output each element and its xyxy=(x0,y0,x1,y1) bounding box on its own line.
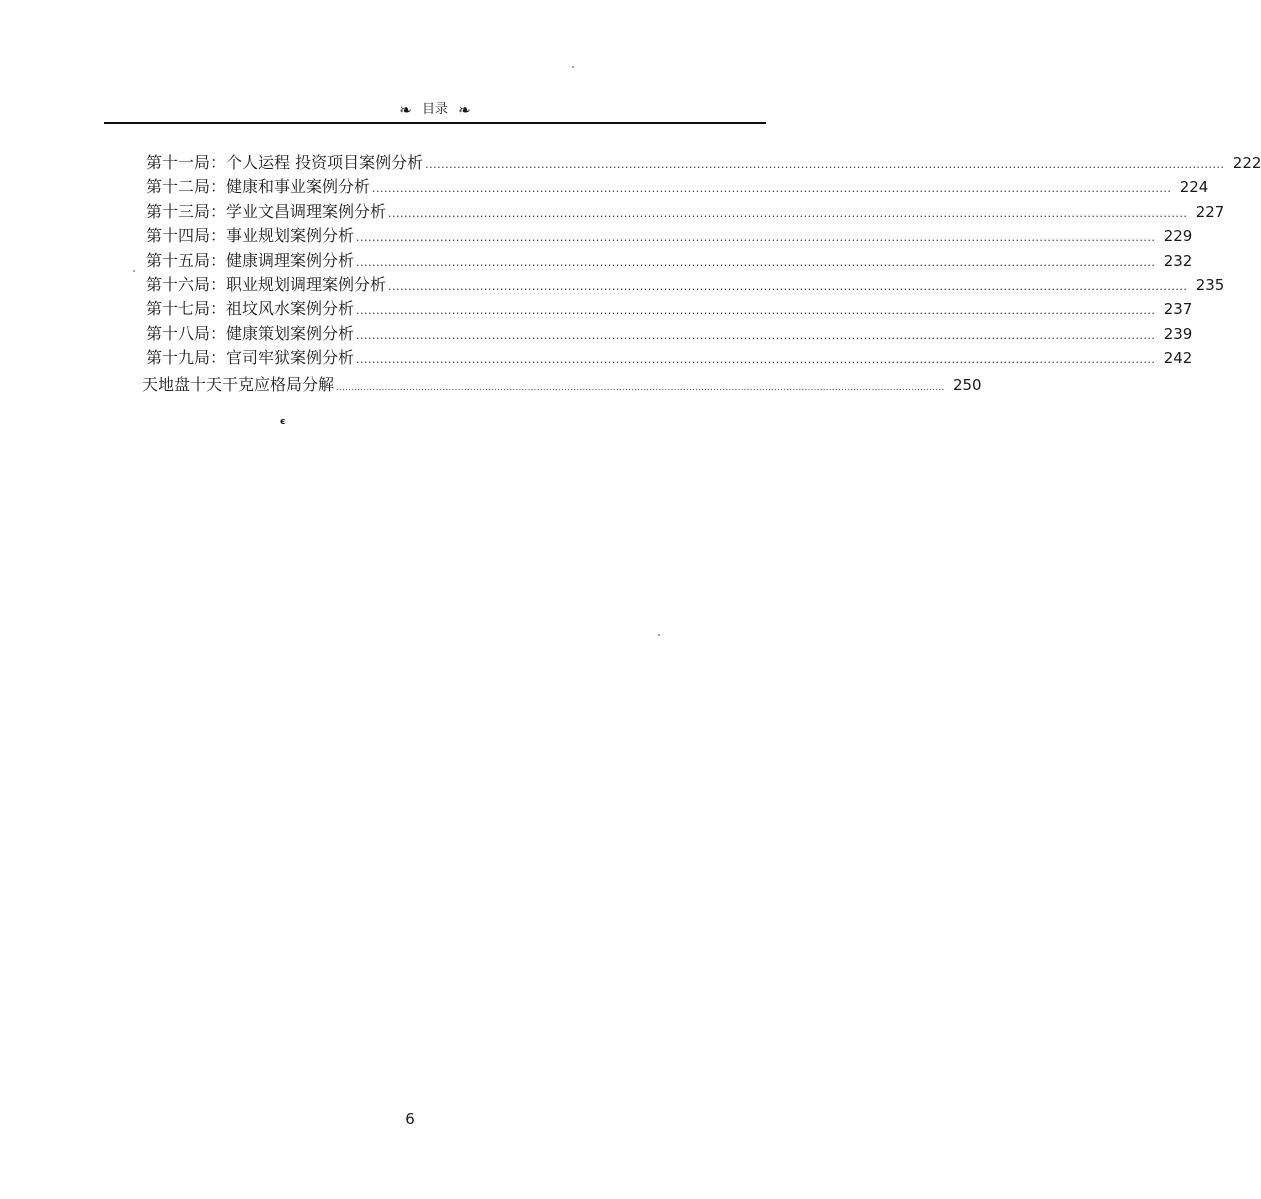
scan-speck xyxy=(572,66,574,68)
toc-entry-label: 天地盘十天干克应格局分解 xyxy=(142,374,335,394)
scan-speck xyxy=(133,270,135,272)
leader-dots: ........................................................................................................................................................................................................ xyxy=(356,353,1156,367)
toc-entry-page: 239 xyxy=(1163,324,1193,343)
toc-entry-label: 第十六局：职业规划调理案例分析 xyxy=(146,274,387,294)
header-rule xyxy=(104,122,766,124)
toc-entry-label: 第十五局：健康调理案例分析 xyxy=(146,250,355,270)
toc-entry-page: 224 xyxy=(1179,178,1209,197)
toc-entry-page: 227 xyxy=(1195,202,1225,221)
leader-dots: ........................................................................................................................................................................................................ xyxy=(388,206,1188,220)
leader-dots: ........................................................................................................................................................................................................ xyxy=(388,279,1188,293)
toc-entry-label: 第十三局：学业文昌调理案例分析 xyxy=(146,201,387,221)
toc-entry[interactable] xyxy=(146,248,1193,272)
header-title: 目录 xyxy=(421,102,448,117)
toc-entry[interactable] xyxy=(146,321,1193,345)
toc-entry-label: 第十七局：祖坟风水案例分析 xyxy=(146,299,355,319)
toc-entry-page: 235 xyxy=(1195,275,1225,294)
leader-dots: ........................................................................................................................................................................................................ xyxy=(372,182,1172,196)
leader-dots: ........................................................................................................................................................................................................ xyxy=(425,158,1225,171)
toc-entry[interactable] xyxy=(146,150,1261,174)
toc-entry-label: 第十四局：事业规划案例分析 xyxy=(146,226,355,246)
toc-entry[interactable] xyxy=(146,223,1193,247)
toc-entry-page: 250 xyxy=(952,375,982,394)
toc-entry-label: 第十八局：健康策划案例分析 xyxy=(146,323,355,343)
toc-entry-page: 229 xyxy=(1163,227,1193,246)
toc-entry-label: 第十一局：个人运程 投资项目案例分析 xyxy=(146,153,424,172)
toc-entry-page: 237 xyxy=(1163,300,1193,319)
toc-entry[interactable] xyxy=(146,345,1193,369)
toc-entry-label: 第十九局：官司牢狱案例分析 xyxy=(146,348,355,368)
ornament-right-icon: ❧ xyxy=(458,101,471,119)
scan-speck xyxy=(658,634,660,636)
page-number: 6 xyxy=(405,1110,415,1128)
toc-entry[interactable] xyxy=(142,372,982,396)
toc-entry-page: 242 xyxy=(1163,349,1193,368)
leader-dots: ........................................................................................................................................................................................................ xyxy=(356,231,1156,245)
table-of-contents xyxy=(142,150,1261,396)
ornament-left-icon: ❧ xyxy=(399,101,412,119)
scan-mark-icon: є xyxy=(280,417,286,427)
toc-entry-page: 222 xyxy=(1232,154,1261,172)
toc-entry[interactable] xyxy=(146,199,1225,223)
leader-dots: ........................................................................................................................................................................................................ xyxy=(356,304,1156,318)
running-header xyxy=(104,99,766,121)
toc-entry-label: 第十二局：健康和事业案例分析 xyxy=(146,177,371,197)
leader-dots: ........................................................................................................................................................................................................ xyxy=(336,382,945,392)
toc-entry[interactable] xyxy=(146,174,1209,198)
toc-entry[interactable] xyxy=(146,272,1225,296)
leader-dots: ........................................................................................................................................................................................................ xyxy=(356,255,1156,269)
toc-entry-page: 232 xyxy=(1163,251,1193,270)
leader-dots: ........................................................................................................................................................................................................ xyxy=(356,328,1156,342)
toc-entry[interactable] xyxy=(146,296,1193,320)
